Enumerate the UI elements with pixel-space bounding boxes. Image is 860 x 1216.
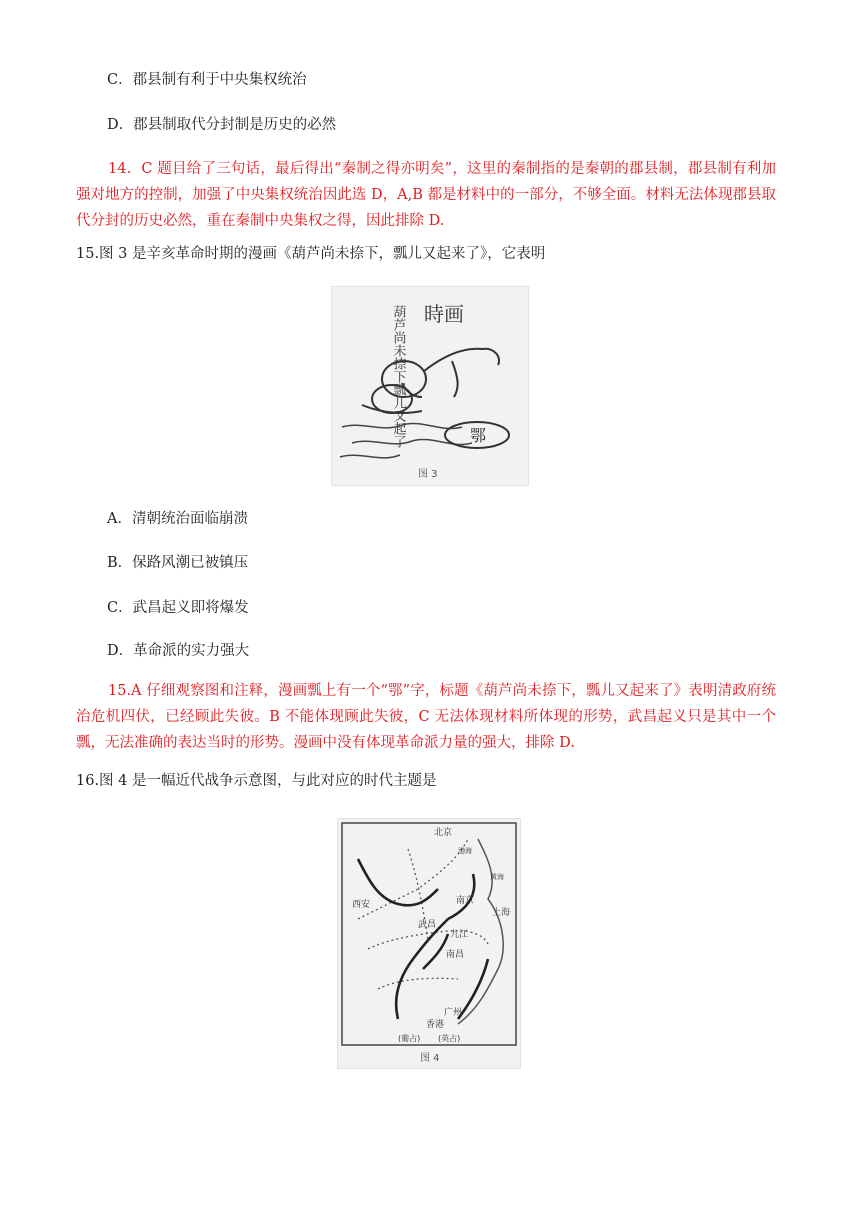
- q15-option-b: B．保路风潮已被镇压: [107, 555, 249, 571]
- answer-14-text: 14．C 题目给了三句话，最后得出“秦制之得亦明矣”，这里的秦制指的是秦朝的郡县制，郡县制有利加强对地方的控制，加强了中央集权统治因此选 D，A,B 都是材料中的一部分，不够全面。材料无法体现郡县取代分封的历史必然，重在秦制中央集权之得，因此排除 D.: [76, 161, 776, 229]
- label-huanghai: 黄海: [490, 873, 504, 881]
- dotted-borders: [358, 839, 488, 989]
- map-frame: [342, 823, 516, 1045]
- cartoon-illustration: [332, 287, 528, 485]
- ladle-mark: 鄂: [470, 426, 487, 445]
- label-jiujiang: 九江: [450, 930, 469, 940]
- figure-4-caption: 图 4: [420, 1053, 440, 1064]
- q15-option-a: A．清朝统治面临崩溃: [107, 511, 248, 527]
- q13-option-c: C．郡县制有利于中央集权统治: [107, 72, 307, 88]
- figure-3-cartoon: [331, 286, 529, 486]
- q15-option-d: D．革命派的实力强大: [107, 643, 250, 659]
- label-xian: 西安: [352, 900, 371, 910]
- answer-15: [76, 678, 776, 756]
- gourd-figure: [362, 349, 499, 413]
- cartoon-title: 時画: [424, 302, 464, 326]
- label-wuchang: 武昌: [418, 920, 437, 930]
- label-nanchang: 南昌: [446, 950, 465, 960]
- label-guangzhou: 广州: [444, 1008, 463, 1018]
- label-hongkong: 香港: [426, 1020, 445, 1030]
- figure-4-map: [337, 818, 521, 1069]
- label-bohai: 渤海: [458, 847, 472, 855]
- label-beijing: 北京: [434, 828, 453, 838]
- q16-stem: 16.图 4 是一幅近代战争示意图，与此对应的时代主题是: [76, 773, 437, 789]
- answer-15-text: 15.A 仔细观察图和注释，漫画瓢上有一个“鄂”字，标题《葫芦尚未捺下，瓢儿又起来了》表明清政府统治危机四伏，已经顾此失彼。B 不能体现顾此失彼，C 无法体现材料所体现的形势，武昌起义只是其中一个瓢，无法准确的表达当时的形势。漫画中没有体现革命派力量的强大，排除 D.: [76, 683, 776, 751]
- q15-stem: 15.图 3 是辛亥革命时期的漫画《葫芦尚未捺下，瓢儿又起来了》，它表明: [76, 246, 546, 262]
- q15-option-c: C．武昌起义即将爆发: [107, 600, 249, 616]
- label-nanjing: 南京: [456, 896, 475, 906]
- q13-option-d: D．郡县制取代分封制是历史的必然: [107, 117, 337, 133]
- army-routes: [358, 859, 488, 1019]
- cartoon-calligraphy-text: 葫芦尚未捺下瓢儿又起了: [390, 305, 406, 448]
- figure-3-caption: 图 3: [418, 469, 438, 480]
- label-shanghai: 上海: [492, 908, 511, 918]
- answer-14: [76, 156, 776, 234]
- label-legend-1: (葡占): [398, 1034, 421, 1043]
- water-waves: [340, 423, 472, 457]
- label-legend-2: (英占): [438, 1034, 461, 1043]
- war-map: [338, 819, 520, 1068]
